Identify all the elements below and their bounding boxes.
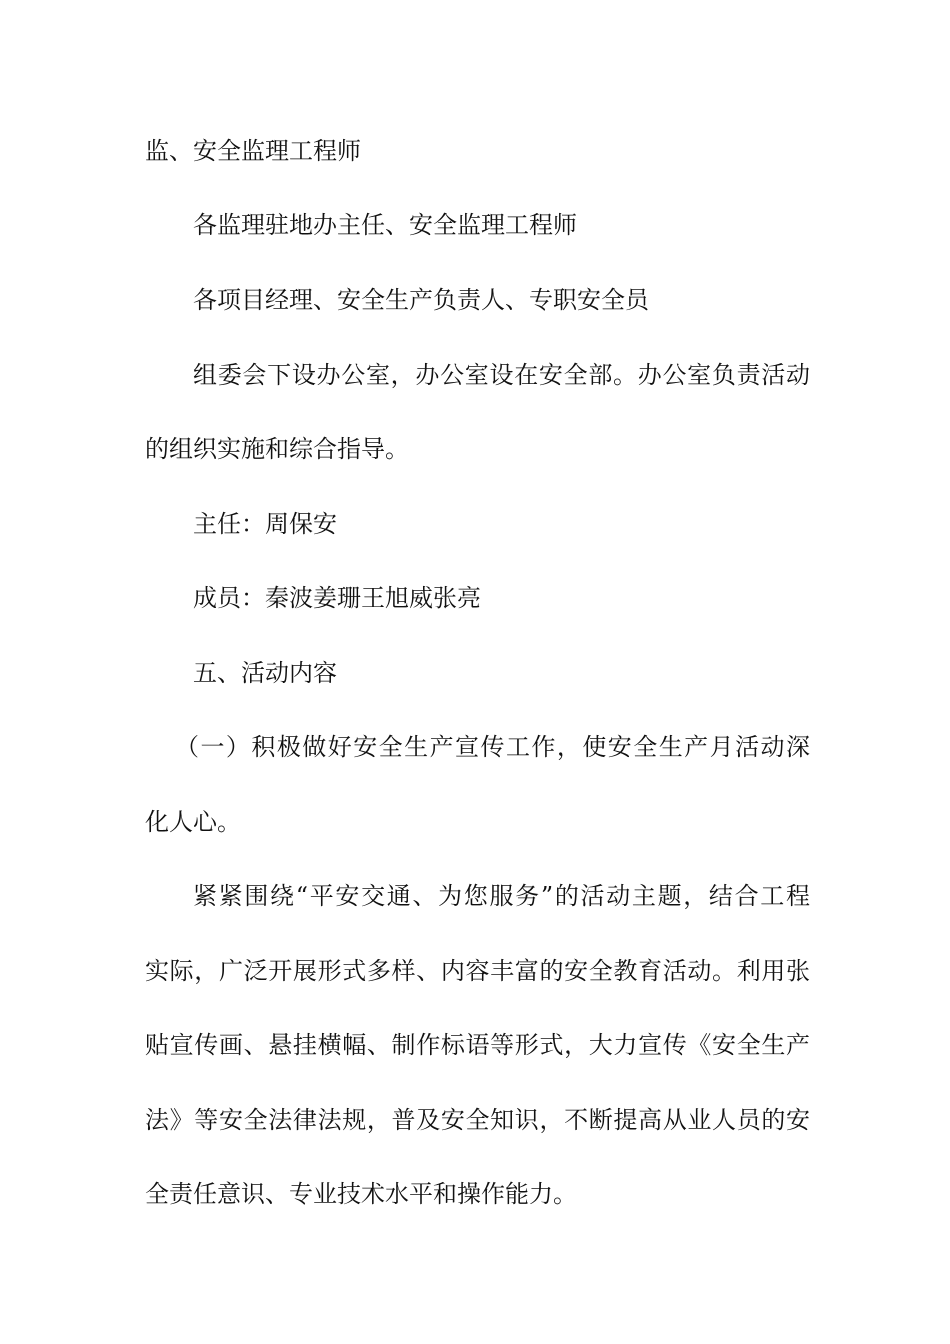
text-line-12: 实际，广泛开展形式多样、内容丰富的安全教育活动。利用张 — [145, 957, 810, 985]
section-heading: 五、活动内容 — [193, 659, 337, 687]
text-line-6: 主任：周保安 — [193, 510, 337, 538]
text-line-9: （一）积极做好安全生产宣传工作，使安全生产月活动深 — [175, 733, 810, 761]
text-line-7: 成员：秦波姜珊王旭威张亮 — [193, 584, 481, 612]
text-line-1: 监、安全监理工程师 — [145, 137, 361, 165]
text-line-10: 化人心。 — [145, 808, 241, 836]
text-line-3: 各项目经理、安全生产负责人、专职安全员 — [193, 286, 649, 314]
text-line-11: 紧紧围绕“平安交通、为您服务”的活动主题，结合工程 — [193, 882, 810, 910]
text-line-4: 组委会下设办公室，办公室设在安全部。办公室负责活动 — [193, 361, 810, 389]
text-line-2: 各监理驻地办主任、安全监理工程师 — [193, 211, 577, 239]
text-line-5: 的组织实施和综合指导。 — [145, 435, 409, 463]
text-line-15: 全责任意识、专业技术水平和操作能力。 — [145, 1180, 577, 1208]
text-line-13: 贴宣传画、悬挂横幅、制作标语等形式，大力宣传《安全生产 — [145, 1031, 810, 1059]
text-line-14: 法》等安全法律法规，普及安全知识，不断提高从业人员的安 — [145, 1106, 810, 1134]
